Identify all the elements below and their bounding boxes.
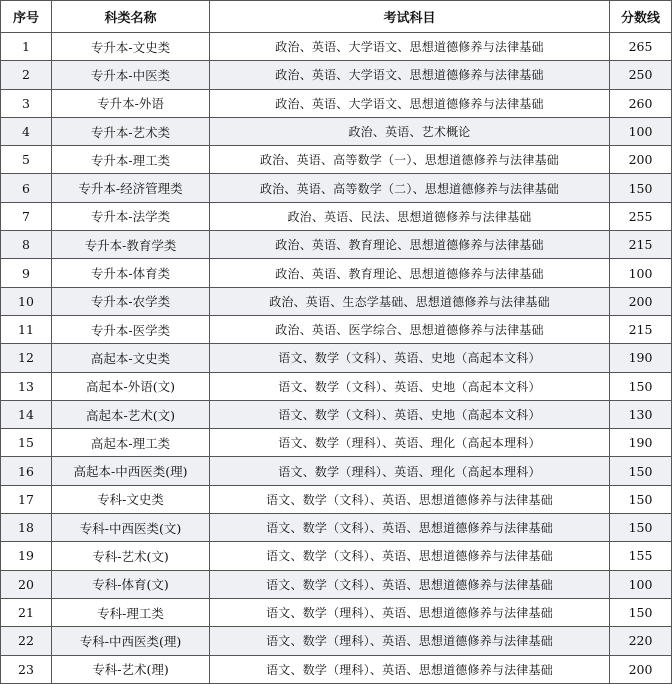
cell-subjects: 语文、数学（理科）、英语、理化（高起本理科） [210,429,610,457]
header-index: 序号 [1,1,52,33]
cell-category: 专升本-教育学类 [52,231,210,259]
cell-index: 19 [1,542,52,570]
cell-subjects: 语文、数学（文科）、英语、史地（高起本文科） [210,400,610,428]
cell-score: 150 [610,485,672,513]
cell-subjects: 政治、英语、医学综合、思想道德修养与法律基础 [210,315,610,343]
cell-score: 200 [610,146,672,174]
cell-category: 高起本-外语(文) [52,372,210,400]
cell-category: 专科-艺术(文) [52,542,210,570]
cell-category: 专升本-中医类 [52,61,210,89]
cell-subjects: 语文、数学（理科）、英语、理化（高起本理科） [210,457,610,485]
cell-subjects: 政治、英语、大学语文、思想道德修养与法律基础 [210,33,610,61]
cell-category: 高起本-中西医类(理) [52,457,210,485]
cell-category: 专升本-体育类 [52,259,210,287]
cell-index: 2 [1,61,52,89]
cell-score: 220 [610,627,672,655]
cell-category: 专科-理工类 [52,598,210,626]
cell-score: 100 [610,570,672,598]
cell-score: 260 [610,89,672,117]
cell-category: 高起本-文史类 [52,344,210,372]
table-row [1,315,672,343]
cell-subjects: 语文、数学（理科）、英语、思想道德修养与法律基础 [210,627,610,655]
cell-index: 18 [1,514,52,542]
cell-score: 215 [610,315,672,343]
table-row [1,61,672,89]
table-row [1,231,672,259]
cell-score: 150 [610,457,672,485]
table-row [1,400,672,428]
table-row [1,33,672,61]
cell-index: 9 [1,259,52,287]
cell-subjects: 语文、数学（文科）、英语、史地（高起本文科） [210,372,610,400]
cell-subjects: 政治、英语、教育理论、思想道德修养与法律基础 [210,231,610,259]
cell-category: 专升本-文史类 [52,33,210,61]
table-row [1,117,672,145]
cell-index: 10 [1,287,52,315]
cell-score: 130 [610,400,672,428]
cell-score: 255 [610,202,672,230]
cell-index: 20 [1,570,52,598]
table-row [1,542,672,570]
table-row [1,514,672,542]
cell-index: 4 [1,117,52,145]
cell-category: 专科-体育(文) [52,570,210,598]
cell-subjects: 政治、英语、民法、思想道德修养与法律基础 [210,202,610,230]
cell-category: 专科-中西医类(理) [52,627,210,655]
table-row [1,429,672,457]
cell-index: 7 [1,202,52,230]
cell-subjects: 政治、英语、大学语文、思想道德修养与法律基础 [210,61,610,89]
cell-subjects: 语文、数学（文科）、英语、史地（高起本文科） [210,344,610,372]
cell-subjects: 语文、数学（文科）、英语、思想道德修养与法律基础 [210,514,610,542]
cell-score: 150 [610,174,672,202]
table-row [1,457,672,485]
cell-subjects: 政治、英语、高等数学（一）、思想道德修养与法律基础 [210,146,610,174]
cell-subjects: 语文、数学（文科）、英语、思想道德修养与法律基础 [210,542,610,570]
cell-category: 专升本-理工类 [52,146,210,174]
table-row [1,146,672,174]
cell-category: 专升本-医学类 [52,315,210,343]
table-row [1,598,672,626]
cell-index: 17 [1,485,52,513]
cell-category: 专升本-法学类 [52,202,210,230]
cell-index: 8 [1,231,52,259]
cell-score: 150 [610,514,672,542]
cell-index: 3 [1,89,52,117]
table-row [1,202,672,230]
cell-index: 11 [1,315,52,343]
cell-score: 150 [610,598,672,626]
cell-index: 1 [1,33,52,61]
cell-subjects: 语文、数学（理科）、英语、思想道德修养与法律基础 [210,655,610,683]
cell-index: 22 [1,627,52,655]
header-row [1,1,672,33]
cell-score: 250 [610,61,672,89]
cell-subjects: 政治、英语、高等数学（二）、思想道德修养与法律基础 [210,174,610,202]
table-row [1,89,672,117]
cell-index: 12 [1,344,52,372]
table-row [1,344,672,372]
cell-category: 专升本-农学类 [52,287,210,315]
cell-index: 6 [1,174,52,202]
cell-score: 155 [610,542,672,570]
header-category: 科类名称 [52,1,210,33]
cell-category: 专升本-外语 [52,89,210,117]
cell-index: 21 [1,598,52,626]
table-body [1,33,672,684]
cell-score: 100 [610,117,672,145]
cell-category: 高起本-理工类 [52,429,210,457]
table-row [1,627,672,655]
cell-subjects: 语文、数学（理科）、英语、思想道德修养与法律基础 [210,598,610,626]
cell-index: 15 [1,429,52,457]
cell-category: 专科-文史类 [52,485,210,513]
cell-index: 14 [1,400,52,428]
table-row [1,372,672,400]
cell-score: 215 [610,231,672,259]
table-header [1,1,672,33]
cell-score: 150 [610,372,672,400]
cell-score: 190 [610,429,672,457]
table-row [1,485,672,513]
cell-subjects: 政治、英语、艺术概论 [210,117,610,145]
cell-subjects: 政治、英语、生态学基础、思想道德修养与法律基础 [210,287,610,315]
cell-index: 23 [1,655,52,683]
header-subjects: 考试科目 [210,1,610,33]
cell-index: 5 [1,146,52,174]
cell-category: 高起本-艺术(文) [52,400,210,428]
cell-score: 265 [610,33,672,61]
cell-category: 专科-中西医类(文) [52,514,210,542]
table-row [1,655,672,683]
table-row [1,174,672,202]
table-row [1,287,672,315]
table-row [1,570,672,598]
cell-category: 专科-艺术(理) [52,655,210,683]
cell-index: 16 [1,457,52,485]
cell-score: 200 [610,655,672,683]
cell-subjects: 语文、数学（文科）、英语、思想道德修养与法律基础 [210,485,610,513]
cell-score: 200 [610,287,672,315]
cell-score: 190 [610,344,672,372]
cell-index: 13 [1,372,52,400]
cell-subjects: 政治、英语、大学语文、思想道德修养与法律基础 [210,89,610,117]
table-row [1,259,672,287]
cell-subjects: 政治、英语、教育理论、思想道德修养与法律基础 [210,259,610,287]
cell-category: 专升本-经济管理类 [52,174,210,202]
cell-category: 专升本-艺术类 [52,117,210,145]
header-score: 分数线 [610,1,672,33]
cell-subjects: 语文、数学（文科）、英语、思想道德修养与法律基础 [210,570,610,598]
cell-score: 100 [610,259,672,287]
